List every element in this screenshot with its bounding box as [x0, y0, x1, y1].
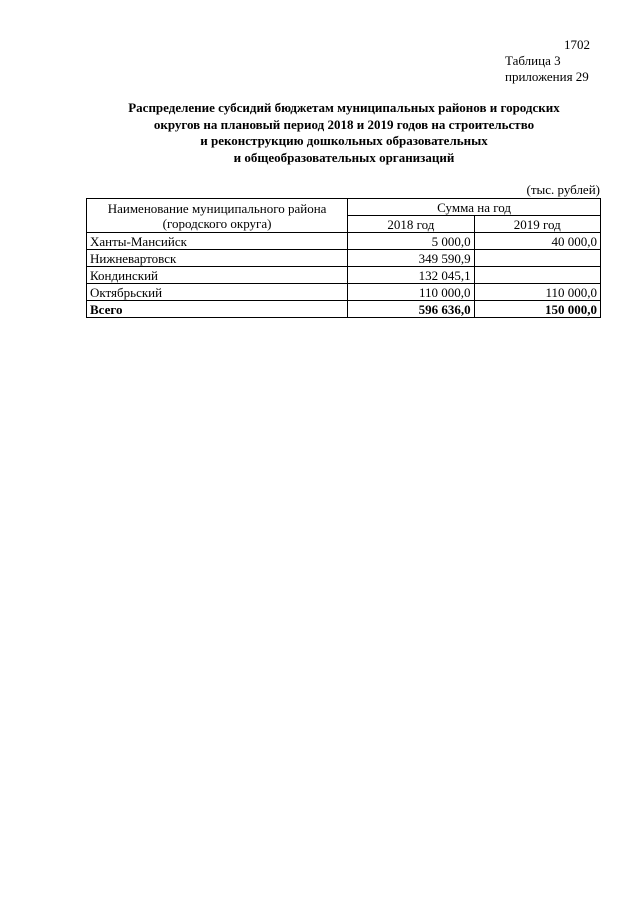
page-number: 1702	[564, 37, 590, 52]
title-line-2: округов на плановый период 2018 и 2019 годов на строительство	[153, 116, 535, 132]
units-label: (тыс. рублей)	[526, 182, 600, 197]
table-row	[87, 284, 601, 301]
table-reference	[505, 53, 589, 85]
column-header-name-line-1: Наименование муниципального района	[107, 200, 327, 216]
table-reference-line: Таблица 3	[505, 53, 561, 68]
row-value-2018: 349 590,9	[348, 250, 474, 267]
row-value-2019	[474, 267, 600, 284]
appendix-reference-line: приложения 29	[505, 69, 589, 84]
total-label: Всего	[87, 301, 348, 318]
title-line-4: и общеобразовательных организаций	[233, 149, 455, 165]
document-title	[86, 100, 602, 166]
row-name: Ханты-Мансийск	[87, 233, 348, 250]
table-row	[87, 250, 601, 267]
total-value-2019: 150 000,0	[474, 301, 600, 318]
row-value-2019	[474, 250, 600, 267]
column-header-2018: 2018 год	[348, 216, 474, 233]
table-header-row	[87, 199, 601, 216]
column-group-header-sum: Сумма на год	[348, 199, 601, 216]
subsidies-table	[86, 198, 601, 318]
row-name: Кондинский	[87, 267, 348, 284]
row-value-2019: 40 000,0	[474, 233, 600, 250]
table-row	[87, 233, 601, 250]
total-row	[87, 301, 601, 318]
row-name: Нижневартовск	[87, 250, 348, 267]
column-header-2019: 2019 год	[474, 216, 600, 233]
row-value-2018: 5 000,0	[348, 233, 474, 250]
title-line-1: Распределение субсидий бюджетам муниципальных районов и городских	[128, 100, 560, 115]
column-header-name	[87, 199, 348, 233]
total-value-2018: 596 636,0	[348, 301, 474, 318]
row-value-2018: 132 045,1	[348, 267, 474, 284]
row-name: Октябрьский	[87, 284, 348, 301]
row-value-2019: 110 000,0	[474, 284, 600, 301]
column-header-name-line-2: (городского округа)	[162, 215, 272, 231]
title-line-3: и реконструкцию дошкольных образовательных	[200, 133, 488, 148]
row-value-2018: 110 000,0	[348, 284, 474, 301]
table-row	[87, 267, 601, 284]
